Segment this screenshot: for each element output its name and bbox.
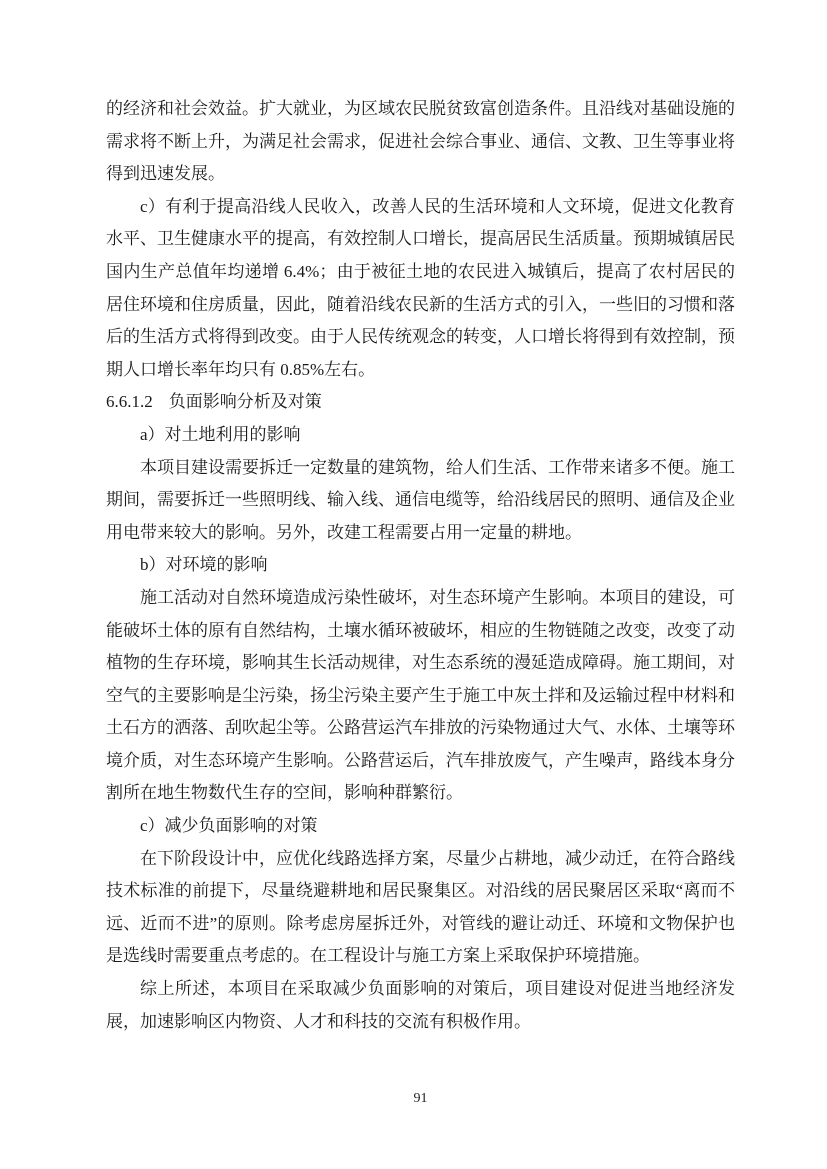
- list-item-heading: b）对环境的影响: [140, 555, 268, 575]
- page-number: 91: [413, 1091, 428, 1106]
- list-item-heading: a）对土地利用的影响: [140, 424, 301, 444]
- paragraph: 本项目建设需要拆迁一定数量的建筑物，给人们生活、工作带来诸多不便。施工期间，需要拆迁一些照明线、输入线、通信电缆等，给沿线居民的照明、通信及企业用电带来较大的影响。另外，改建工程需要占用一定量的耕地。: [106, 457, 735, 542]
- paragraph: c）有利于提高沿线人民收入，改善人民的生活环境和人文环境，促进文化教育水平、卫生健康水平的提高，有效控制人口增长，提高居民生活质量。预期城镇居民国内生产总值年均递增 6.4%；由于被征土地的农民进入城镇后，提高了农村居民的居住环境和住房质量，因此，随着沿线农民新的生活方式的引入，一些旧的习惯和落后的生活方式将得到改变。由于人民传统观念的转变，人口增长将得到有效控制，预期人口增长率年均只有 0.85%左右。: [106, 196, 735, 379]
- section-heading: [106, 386, 735, 419]
- document-body: [106, 93, 735, 1038]
- paragraph: 的经济和社会效益。扩大就业，为区域农民脱贫致富创造条件。且沿线对基础设施的需求将不断上升，为满足社会需求，促进社会综合事业、通信、文教、卫生等事业将得到迅速发展。: [106, 99, 735, 184]
- paragraph: 在下阶段设计中，应优化线路选择方案，尽量少占耕地，减少动迁，在符合路线技术标准的前提下，尽量绕避耕地和居民聚集区。对沿线的居民聚居区采取“离而不远、近而不进”的原则。除考虑房屋拆迁外，对管线的避让动迁、环境和文物保护也是选线时需要重点考虑的。在工程设计与施工方案上采取保护环境措施。: [106, 848, 735, 966]
- section-title: 负面影响分析及对策: [168, 392, 322, 412]
- page-footer: [106, 1089, 735, 1107]
- paragraph: 综上所述，本项目在采取减少负面影响的对策后，项目建设对促进当地经济发展，加速影响区内物资、人才和科技的交流有积极作用。: [106, 979, 735, 1031]
- list-item-heading: c）减少负面影响的对策: [140, 816, 318, 836]
- paragraph: 施工活动对自然环境造成污染性破坏，对生态环境产生影响。本项目的建设，可能破坏土体的原有自然结构，土壤水循环被破坏，相应的生物链随之改变，改变了动植物的生存环境，影响其生长活动规律，对生态系统的漫延造成障碍。施工期间，对空气的主要影响是尘污染，扬尘污染主要产生于施工中灰土拌和及运输过程中材料和土石方的洒落、刮吹起尘等。公路营运汽车排放的污染物通过大气、水体、土壤等环境介质，对生态环境产生影响。公路营运后，汽车排放废气，产生噪声，路线本身分割所在地生物数代生存的空间，影响种群繁衍。: [106, 587, 735, 803]
- section-number: 6.6.1.2: [106, 392, 153, 412]
